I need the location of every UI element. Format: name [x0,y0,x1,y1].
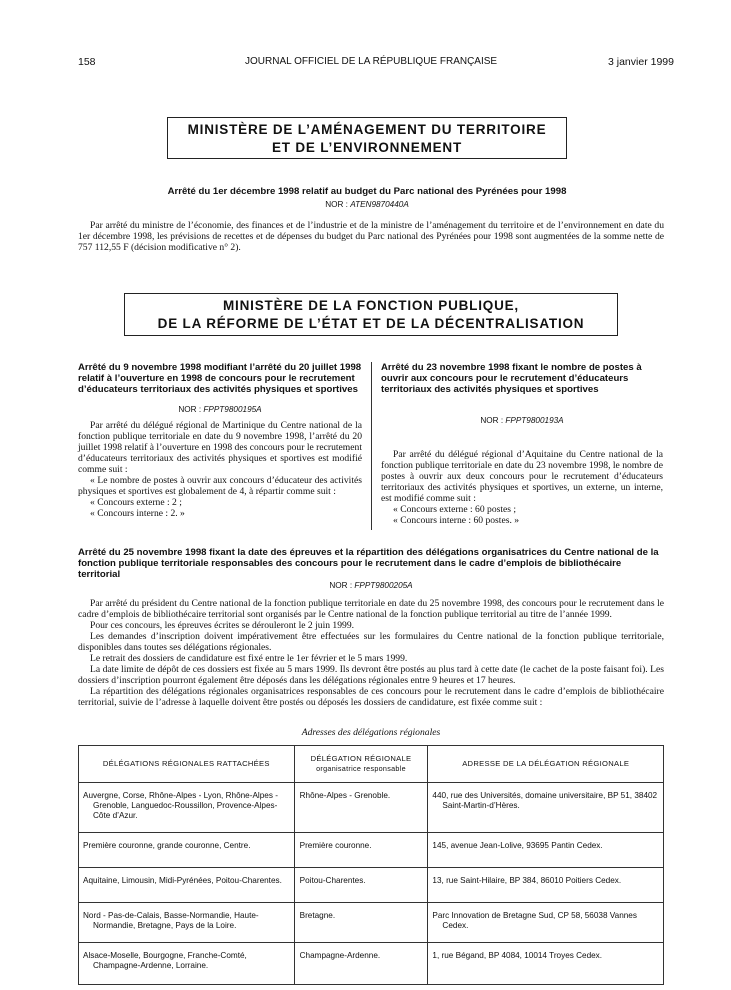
column-header: DÉLÉGATIONS RÉGIONALES RATTACHÉES [79,746,295,783]
decree-title-aquitaine: Arrêté du 23 novembre 1998 fixant le nombre de postes à ouvrir aux concours pour le recrutement d’éducateurs territoriaux des activités physiques et sportives [381,362,642,395]
ministry-heading-fonction-publique [124,293,618,336]
table-row [79,903,664,943]
decree-paragraph: Le retrait des dossiers de candidature est fixé entre le 1er février et le 5 mars 1999. [90,653,408,664]
delegations-table [78,745,664,985]
column-divider [371,362,372,530]
decree-body-bibliothecaire [78,598,664,708]
table-cell: 13, rue Saint-Hilaire, BP 384, 86010 Poitiers Cedex. [428,868,664,903]
table-cell: Rhône-Alpes - Grenoble. [294,783,428,833]
decree-paragraph: Pour ces concours, les épreuves écrites se dérouleront le 2 juin 1999. [90,620,355,631]
decree-paragraph: « Le nombre de postes à ouvrir aux concours d’éducateur des activités physiques et sportives est globalement de 4, à répartir comme suit : [78,475,362,497]
table-cell: Parc Innovation de Bretagne Sud, CP 58, 56038 Vannes Cedex. [428,903,664,943]
ministry-heading-line2: ET DE L’ENVIRONNEMENT [271,140,463,155]
table-row [79,943,664,985]
decree-paragraph: Les demandes d’inscription doivent impérativement être effectuées sur les formulaires du Centre national de la fonction publique territoriale, disponibles dans toutes ses délégations régionales. [78,631,664,653]
table-cell: Première couronne, grande couronne, Centre. [79,833,295,868]
nor-code: FPPT9800193A [505,416,564,425]
decree-paragraph: Par arrêté du délégué régional de Martinique du Centre national de la fonction publique territoriale en date du 9 novembre 1998, l’arrêté du 20 juillet 1998 relatif à l’ouverture en 1998 des concours pour le recrutement d’éducateurs territoriaux des activités physiques et sportives est modifié comme suit : [78,420,362,475]
decree-title-budget: Arrêté du 1er décembre 1998 relatif au budget du Parc national des Pyrénées pour 1998 [167,186,567,197]
decree-paragraph: « Concours interne : 2. » [90,508,185,519]
nor-label: NOR : [325,200,351,209]
table-header-row [79,746,664,783]
table-cell: Nord - Pas-de-Calais, Basse-Normandie, Haute-Normandie, Bretagne, Pays de la Loire. [79,903,295,943]
column-header: ADRESSE DE LA DÉLÉGATION RÉGIONALE [428,746,664,783]
table-cell: Première couronne. [294,833,428,868]
decree-nor-aquitaine [381,416,663,425]
table-row [79,833,664,868]
column-header-line: DÉLÉGATION RÉGIONALE [310,754,412,763]
decree-nor-budget [78,200,656,209]
nor-label: NOR : [178,405,204,414]
ministry-heading-environment [167,117,567,159]
table-cell: Auvergne, Corse, Rhône-Alpes - Lyon, Rhône-Alpes - Grenoble, Languedoc-Roussillon, Provence-Alpes-Côte d’Azur. [79,783,295,833]
nor-code: FPPT9800205A [354,581,413,590]
table-cell: Alsace-Moselle, Bourgogne, Franche-Comté, Champagne-Ardenne, Lorraine. [79,943,295,985]
decree-paragraph: La date limite de dépôt de ces dossiers est fixée au 5 mars 1999. Ils devront être postés au plus tard à cette date (le cachet de la poste faisant foi). Les dossiers d’inscription pourront également être déposés dans les délégations régionales entre 9 heures et 17 heures. [78,664,664,686]
decree-paragraph: Par arrêté du président du Centre national de la fonction publique territoriale en date du 25 novembre 1998, des concours pour le recrutement dans le cadre d’emplois de bibliothécaire territorial sont organisés par le Centre national de la fonction publique territorial au titre de l’année 1999. [78,598,664,620]
decree-paragraph: « Concours interne : 60 postes. » [393,515,520,526]
journal-title: JOURNAL OFFICIEL DE LA RÉPUBLIQUE FRANÇAISE [245,56,498,67]
decree-paragraph: « Concours externe : 2 ; [90,497,182,508]
table-cell: Aquitaine, Limousin, Midi-Pyrénées, Poitou-Charentes. [79,868,295,903]
ministry-heading-line2: DE LA RÉFORME DE L’ÉTAT ET DE LA DÉCENTRALISATION [157,316,585,331]
decree-title-bibliothecaire: Arrêté du 25 novembre 1998 fixant la date des épreuves et la répartition des délégations organisatrices du Centre national de la fonction publique territoriale responsables des concours pour le recrutement dans le cadre d’emplois de bibliothécaire territorial [78,547,659,580]
table-cell: 1, rue Bégand, BP 4084, 10014 Troyes Cedex. [428,943,664,985]
decree-nor-bibliothecaire [78,581,664,590]
nor-code: FPPT9800195A [203,405,262,414]
page-number: 158 [78,56,96,68]
decree-paragraph: La répartition des délégations régionales organisatrices responsables de ces concours pour le recrutement dans le cadre d’emplois de bibliothécaire territorial, suivie de l’adresse à laquelle doivent être postés ou déposés les dossiers de candidature, est fixée comme suit : [78,686,664,708]
decree-nor-martinique [78,405,362,414]
nor-code: ATEN9870440A [350,200,409,209]
table-row [79,868,664,903]
decree-paragraph: Par arrêté du délégué régional d’Aquitaine du Centre national de la fonction publique territoriale en date du 23 novembre 1998, le nombre de postes à ouvrir aux deux concours pour le recrutement d’éducateurs territoriaux des activités physiques et sportives, un externe, un interne, est modifié comme suit : [381,449,663,504]
decree-paragraph: Par arrêté du ministre de l’économie, des finances et de l’industrie et de la ministre de l’aménagement du territoire et de l’environnement en date du 1er décembre 1998, les prévisions de recettes et de dépenses du budget du Parc national des Pyrénées pour 1998 sont augmentées de la somme nette de 757 112,55 F (décision modificative n° 2). [78,220,664,253]
table-cell: Bretagne. [294,903,428,943]
decree-title-martinique: Arrêté du 9 novembre 1998 modifiant l’arrêté du 20 juillet 1998 relatif à l’ouverture en 1998 de concours pour le recrutement d’éducateurs territoriaux des activités physiques et sportives [78,362,362,395]
ministry-heading-line1: MINISTÈRE DE L’AMÉNAGEMENT DU TERRITOIRE [187,122,547,137]
decree-paragraph: « Concours externe : 60 postes ; [393,504,517,515]
column-header-subline: organisatrice responsable [316,764,406,773]
table-caption: Adresses des délégations régionales [301,727,441,738]
table-cell: 440, rue des Universités, domaine universitaire, BP 51, 38402 Saint-Martin-d’Hères. [428,783,664,833]
decree-body-aquitaine [381,449,663,526]
table-cell: Champagne-Ardenne. [294,943,428,985]
nor-label: NOR : [329,581,355,590]
decree-body-budget [78,220,664,253]
column-header [294,746,428,783]
table-cell: Poitou-Charentes. [294,868,428,903]
table-cell: 145, avenue Jean-Lolive, 93695 Pantin Cedex. [428,833,664,868]
nor-label: NOR : [480,416,506,425]
decree-body-martinique [78,420,362,519]
issue-date: 3 janvier 1999 [608,56,674,68]
ministry-heading-line1: MINISTÈRE DE LA FONCTION PUBLIQUE, [223,298,519,313]
table-row [79,783,664,833]
